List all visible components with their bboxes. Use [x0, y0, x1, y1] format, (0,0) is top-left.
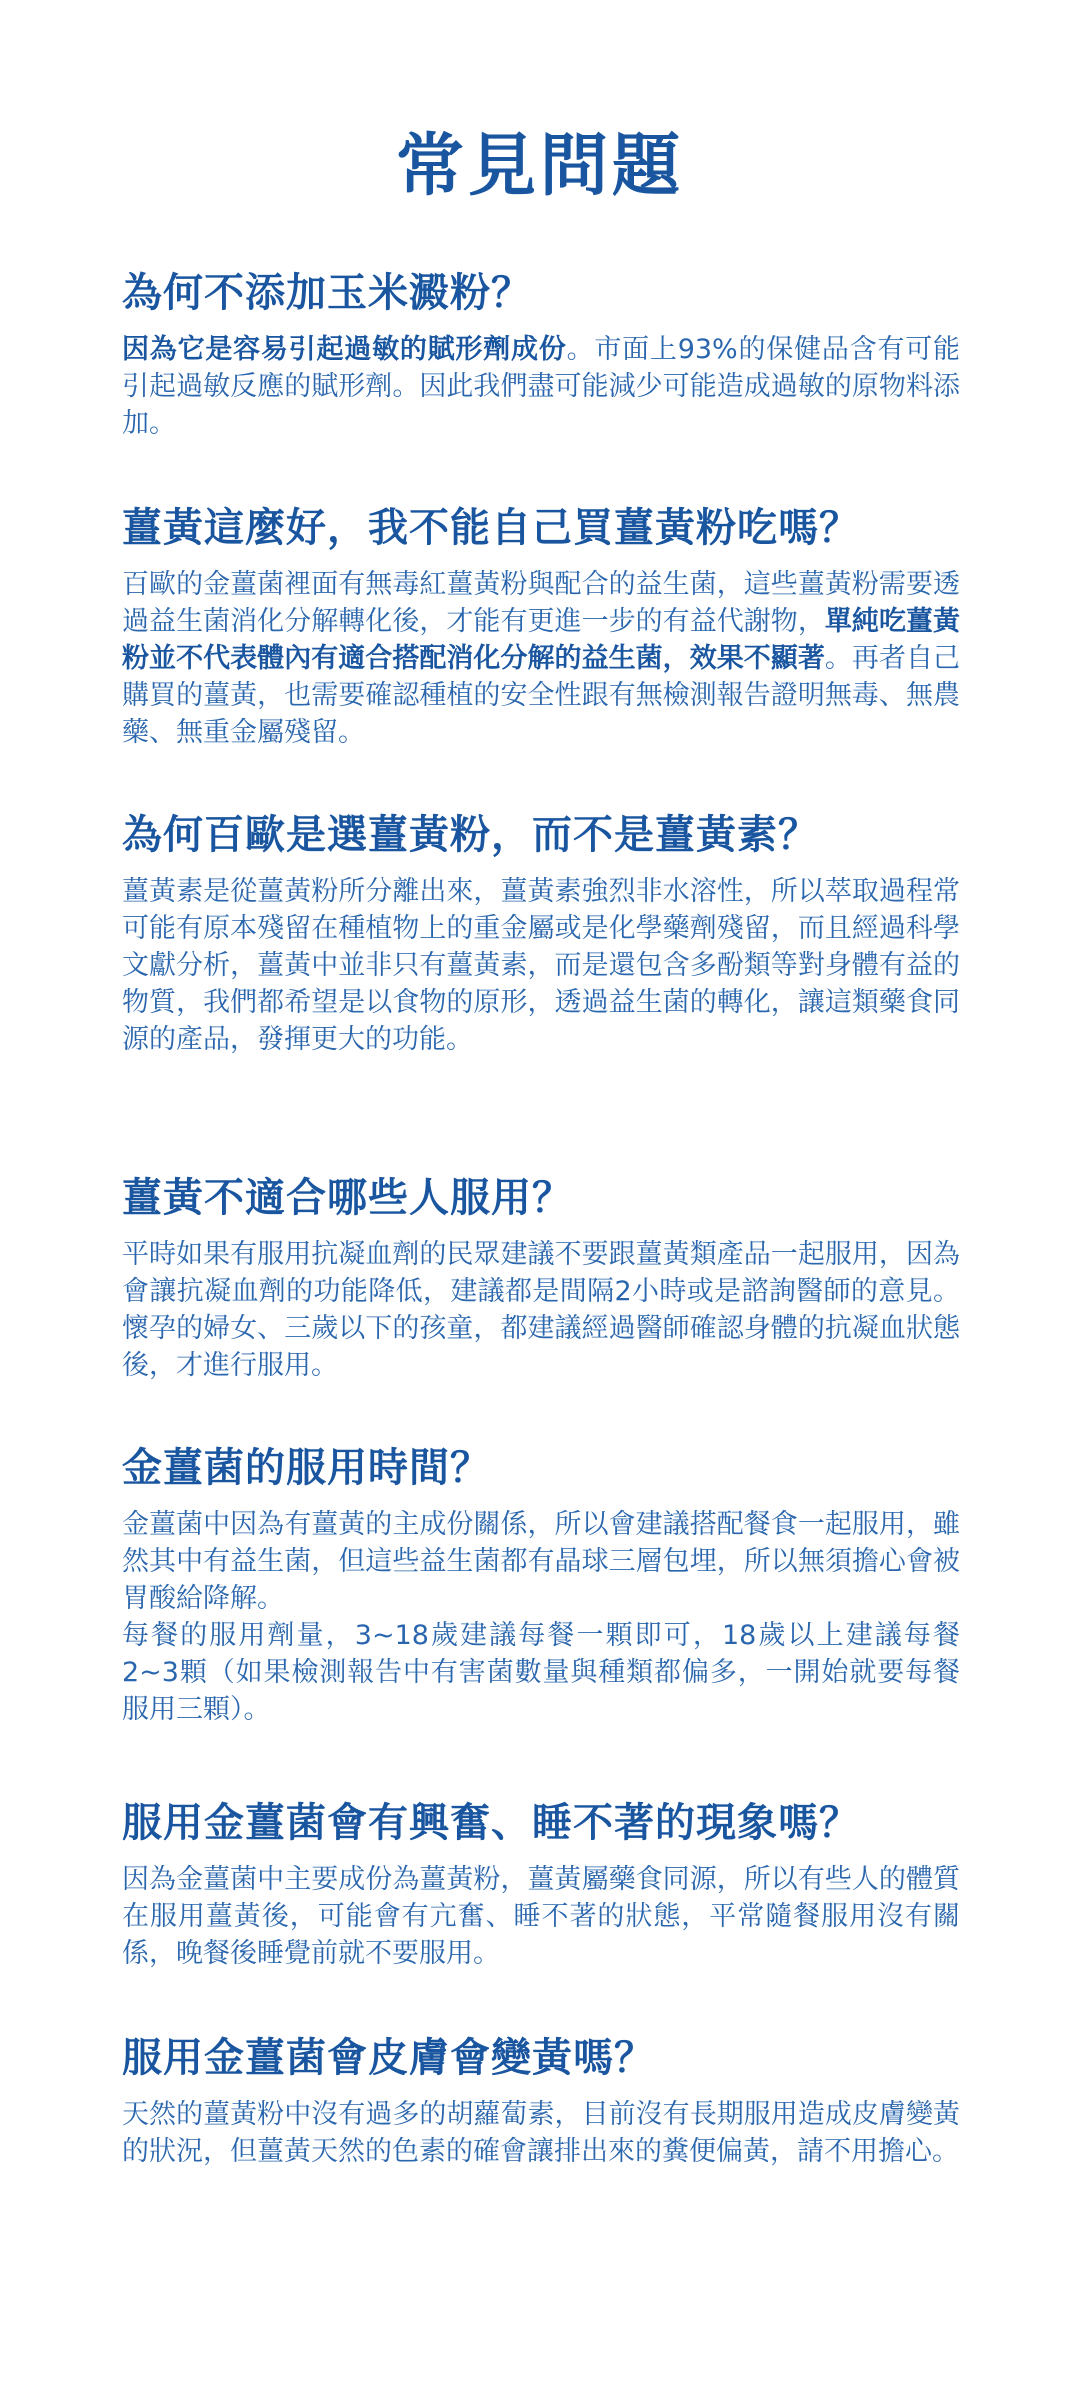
faq-question: 服用金薑菌會有興奮、睡不著的現象嗎？: [122, 1800, 860, 1846]
faq-answer: 天然的薑黃粉中沒有過多的胡蘿蔔素，目前沒有長期服用造成皮膚變黃的狀況，但薑黃天然的色素的確會讓排出來的糞便偏黃，請不用擔心。: [122, 2099, 960, 2167]
faq-item-skin-yellow: [122, 2030, 960, 2170]
faq-answer: 平時如果有服用抗凝血劑的民眾建議不要跟薑黃類產品一起服用，因為會讓抗凝血劑的功能降低，建議都是間隔2小時或是諮詢醫師的意見。懷孕的婦女、三歲以下的孩童，都建議經過醫師確認身體的抗凝血狀態後，才進行服用。: [122, 1239, 960, 1381]
faq-question: 服用金薑菌會皮膚會變黃嗎？: [122, 2035, 655, 2081]
faq-answer-text: 。市面上93%的保健品含有可能引起過敏反應的賦形劑。因此我們盡可能減少可能造成過敏的原物料添加。: [122, 334, 960, 439]
page-title: 常見問題: [395, 127, 684, 206]
faq-answer-text: 百歐的金薑菌裡面有無毒紅薑黃粉與配合的益生菌，這些薑黃粉需要透過益生菌消化分解轉化後，才能有更進一步的有益代謝物，: [122, 569, 960, 637]
faq-item-corn-starch: [122, 265, 960, 442]
faq-item-buy-turmeric: [122, 500, 960, 751]
faq-item-dosage-time: [122, 1440, 960, 1728]
faq-answer: 金薑菌中因為有薑黃的主成份關係，所以會建議搭配餐食一起服用，雖然其中有益生菌，但這些益生菌都有晶球三層包埋，所以無須擔心會被胃酸給降解。: [122, 1509, 960, 1614]
faq-answer-emphasis: 因為它是容易引起過敏的賦形劑成份: [122, 334, 567, 365]
faq-question: 薑黃這麼好，我不能自己買薑黃粉吃嗎？: [122, 505, 860, 551]
faq-answer-text-2: 。再者自己購買的薑黃，也需要確認種植的安全性跟有無檢測報告證明無毒、無農藥、無重金屬殘留。: [122, 643, 961, 748]
faq-answer: 因為金薑菌中主要成份為薑黃粉，薑黃屬藥食同源，所以有些人的體質在服用薑黃後，可能會有亢奮、睡不著的狀態，平常隨餐服用沒有關係，晚餐後睡覺前就不要服用。: [122, 1864, 960, 1969]
faq-answer: 薑黃素是從薑黃粉所分離出來，薑黃素強烈非水溶性，所以萃取過程常可能有原本殘留在種植物上的重金屬或是化學藥劑殘留，而且經過科學文獻分析，薑黃中並非只有薑黃素，而是還包含多酚類等對身體有益的物質，我們都希望是以食物的原形，透過益生菌的轉化，讓這類藥食同源的產品，發揮更大的功能。: [122, 876, 960, 1055]
faq-answer-extra: 每餐的服用劑量，3~18歲建議每餐一顆即可，18歲以上建議每餐2~3顆（如果檢測報告中有害菌數量與種類都偏多，一開始就要每餐服用三顆）。: [122, 1620, 960, 1725]
faq-question: 薑黃不適合哪些人服用？: [122, 1175, 573, 1221]
faq-answer: [122, 331, 960, 442]
faq-item-powder-vs-curcumin: [122, 807, 960, 1058]
faq-item-unsuitable-people: [122, 1170, 960, 1384]
faq-question: 金薑菌的服用時間？: [122, 1445, 491, 1491]
faq-question: 為何不添加玉米澱粉？: [122, 270, 532, 316]
faq-question: 為何百歐是選薑黃粉，而不是薑黃素？: [122, 812, 819, 858]
faq-item-insomnia: [122, 1795, 960, 1972]
faq-answer-emphasis: 單純吃薑黃粉並不代表體內有適合搭配消化分解的益生菌，效果不顯著: [122, 606, 961, 674]
faq-answer: [122, 566, 960, 751]
